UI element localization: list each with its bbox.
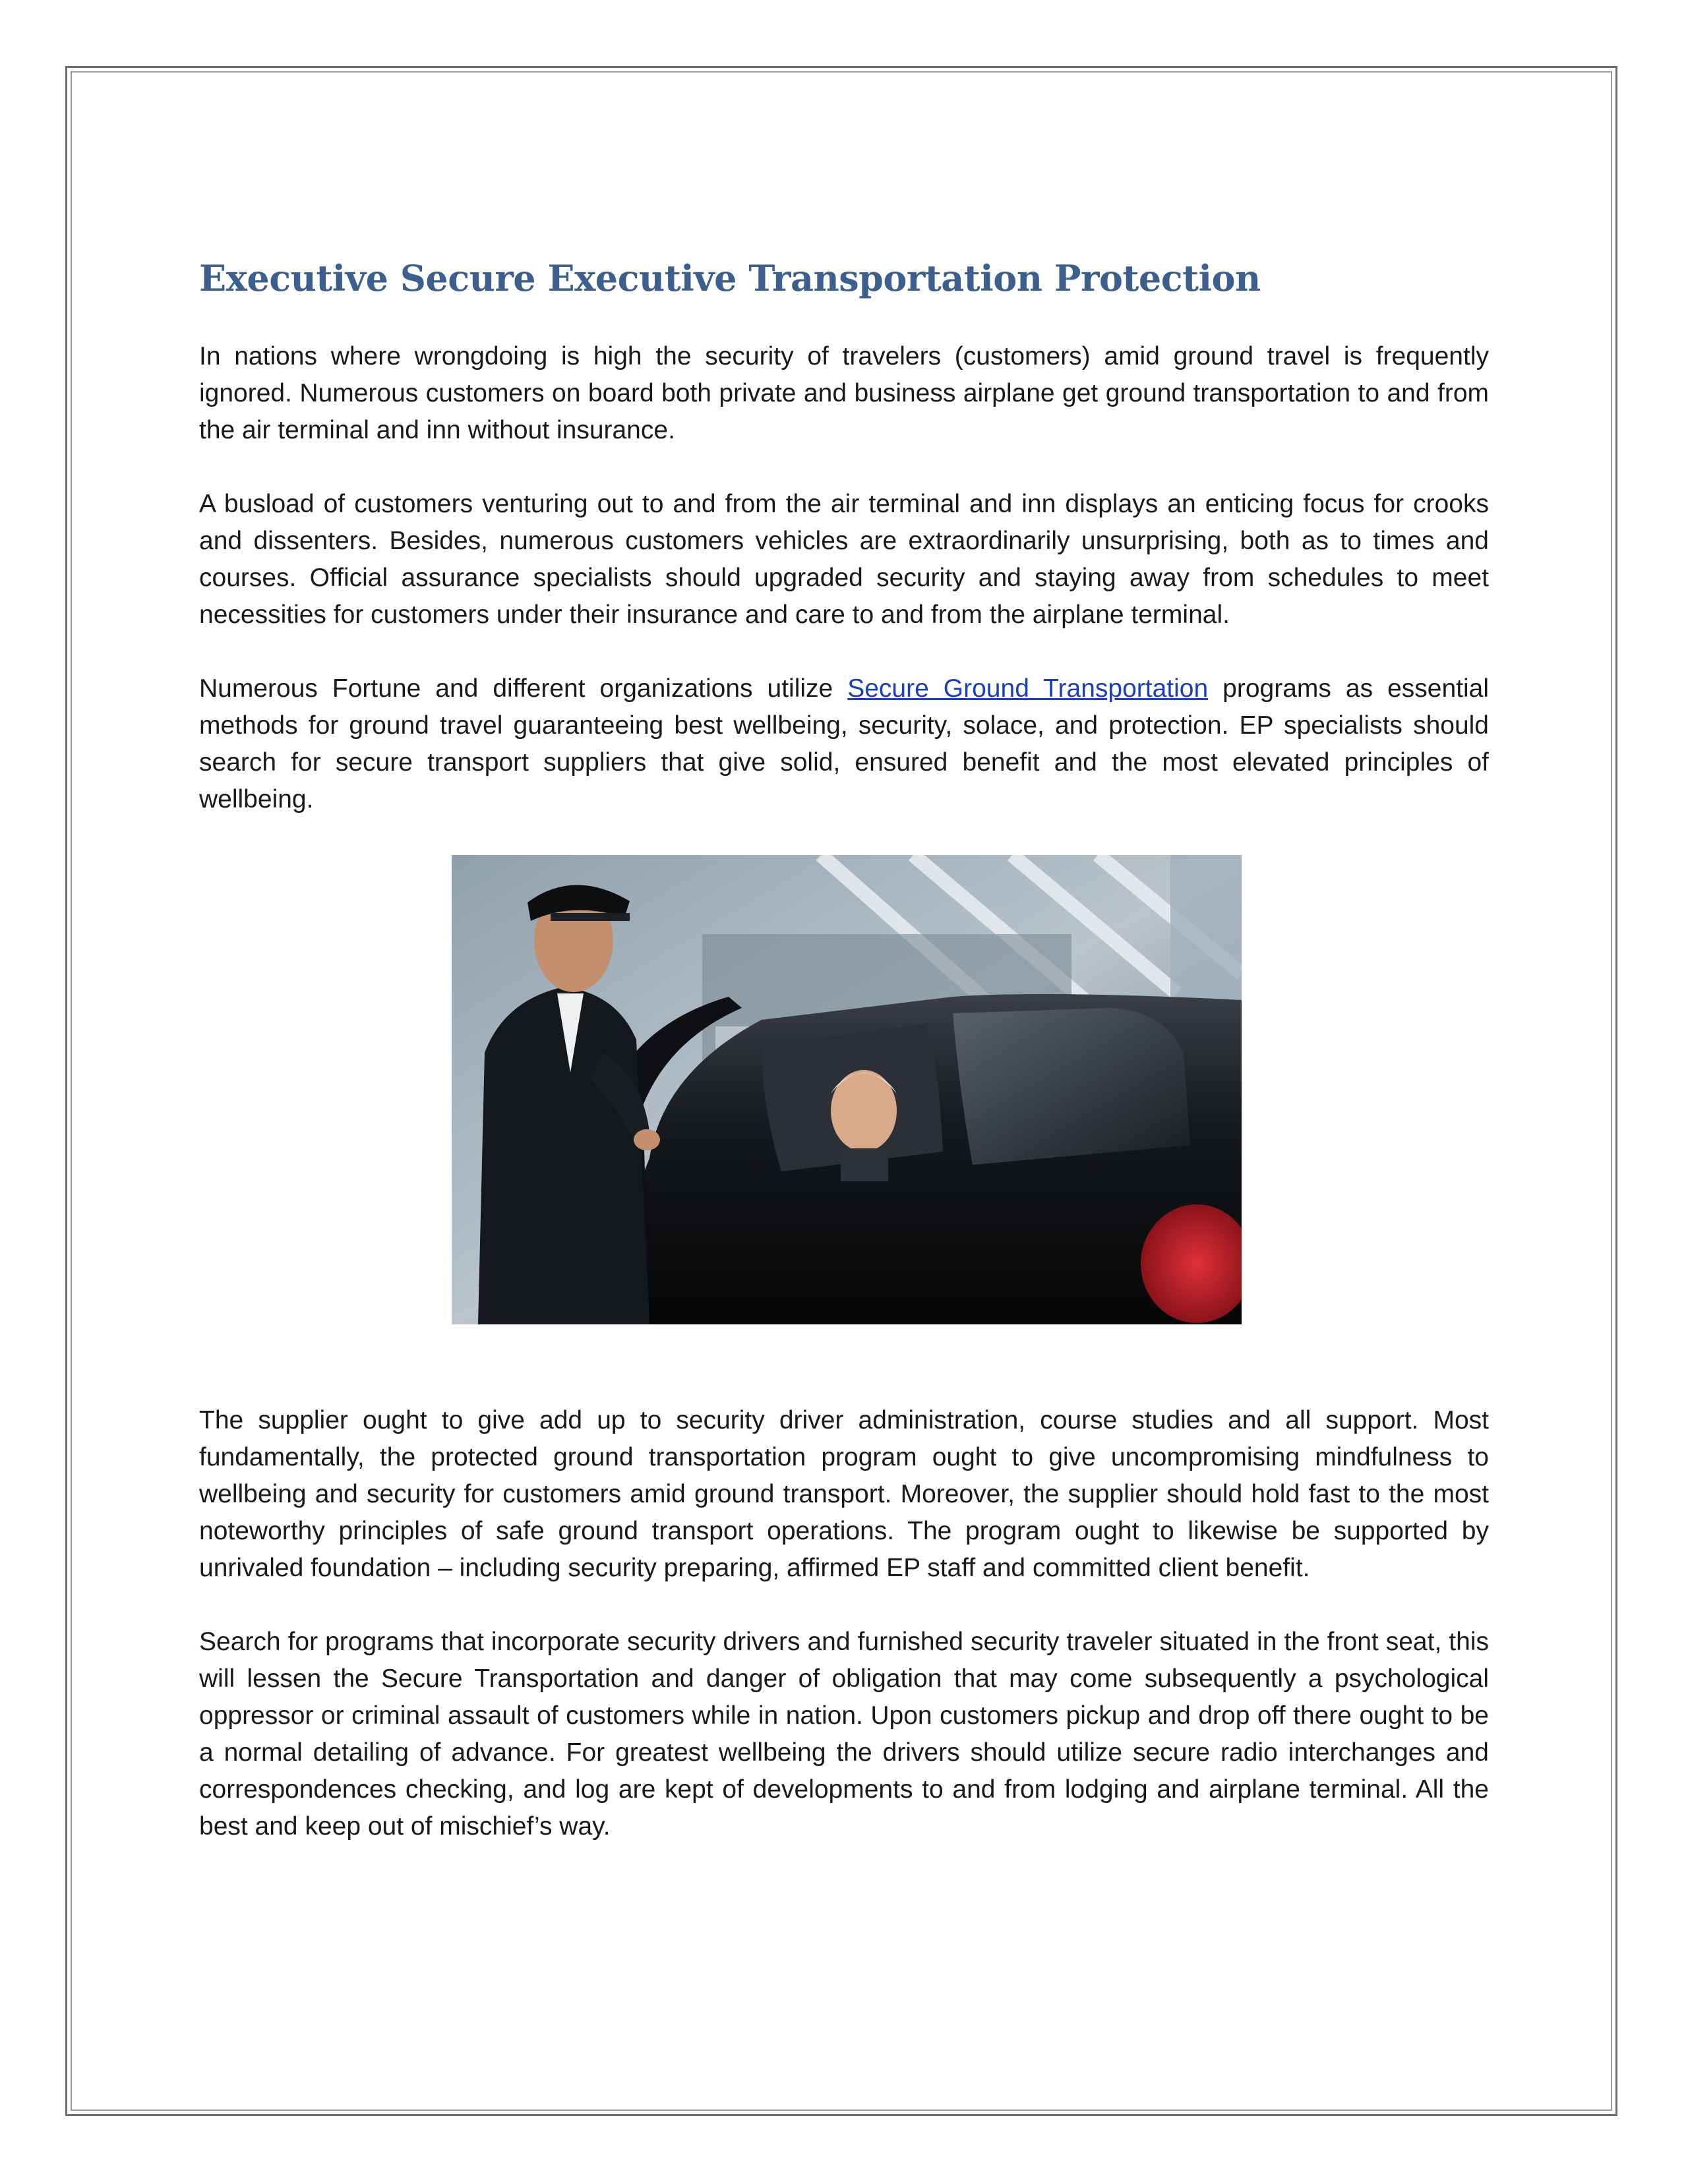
chauffeur-limousine-photo [452, 855, 1242, 1324]
paragraph-1: In nations where wrongdoing is high the security of travelers (customers) amid ground travel is frequently ignored. Numerous customers on board both private and business airplane get ground transportation to and from the air terminal and inn without insurance. [199, 341, 1489, 444]
paragraph-3-text-before: Numerous Fortune and different organizations utilize [199, 674, 848, 703]
document-title: Executive Secure Executive Transportation Protection [199, 257, 1261, 299]
paragraph-3-text-after: programs as essential methods for ground travel guaranteeing best wellbeing, security, solace, and protection. EP specialists should search for secure transport suppliers that give solid, ensured benefit and the most elevated principles of wellbeing. [199, 674, 1489, 813]
paragraph-2: A busload of customers venturing out to and from the air terminal and inn displays an enticing focus for crooks and dissenters. Besides, numerous customers vehicles are extraordinarily unsurprising, both as to times and courses. Official assurance specialists should upgraded security and staying away from schedules to meet necessities for customers under their insurance and care to and from the airplane terminal. [199, 489, 1489, 629]
paragraph-5: Search for programs that incorporate security drivers and furnished security traveler situated in the front seat, this will lessen the Secure Transportation and danger of obligation that may come subsequently a psychological oppressor or criminal assault of customers while in nation. Upon customers pickup and drop off there ought to be a normal detailing of advance. For greatest wellbeing the drivers should utilize secure radio interchanges and correspondences checking, and log are kept of developments to and from lodging and airplane terminal. All the best and keep out of mischief’s way. [199, 1627, 1489, 1841]
secure-ground-transportation-link[interactable]: Secure Ground Transportation [847, 674, 1209, 703]
document-body [199, 257, 1489, 1882]
paragraph-4: The supplier ought to give add up to security driver administration, course studies and all support. Most fundamentally, the protected ground transportation program ought to give uncompromising mindfulness to wellbeing and security for customers amid ground transport. Moreover, the supplier should hold fast to the most noteworthy principles of safe ground transport operations. The program ought to likewise be supported by unrivaled foundation – including security preparing, affirmed EP staff and committed client benefit. [199, 1405, 1489, 1582]
paragraph-3 [199, 670, 1489, 818]
